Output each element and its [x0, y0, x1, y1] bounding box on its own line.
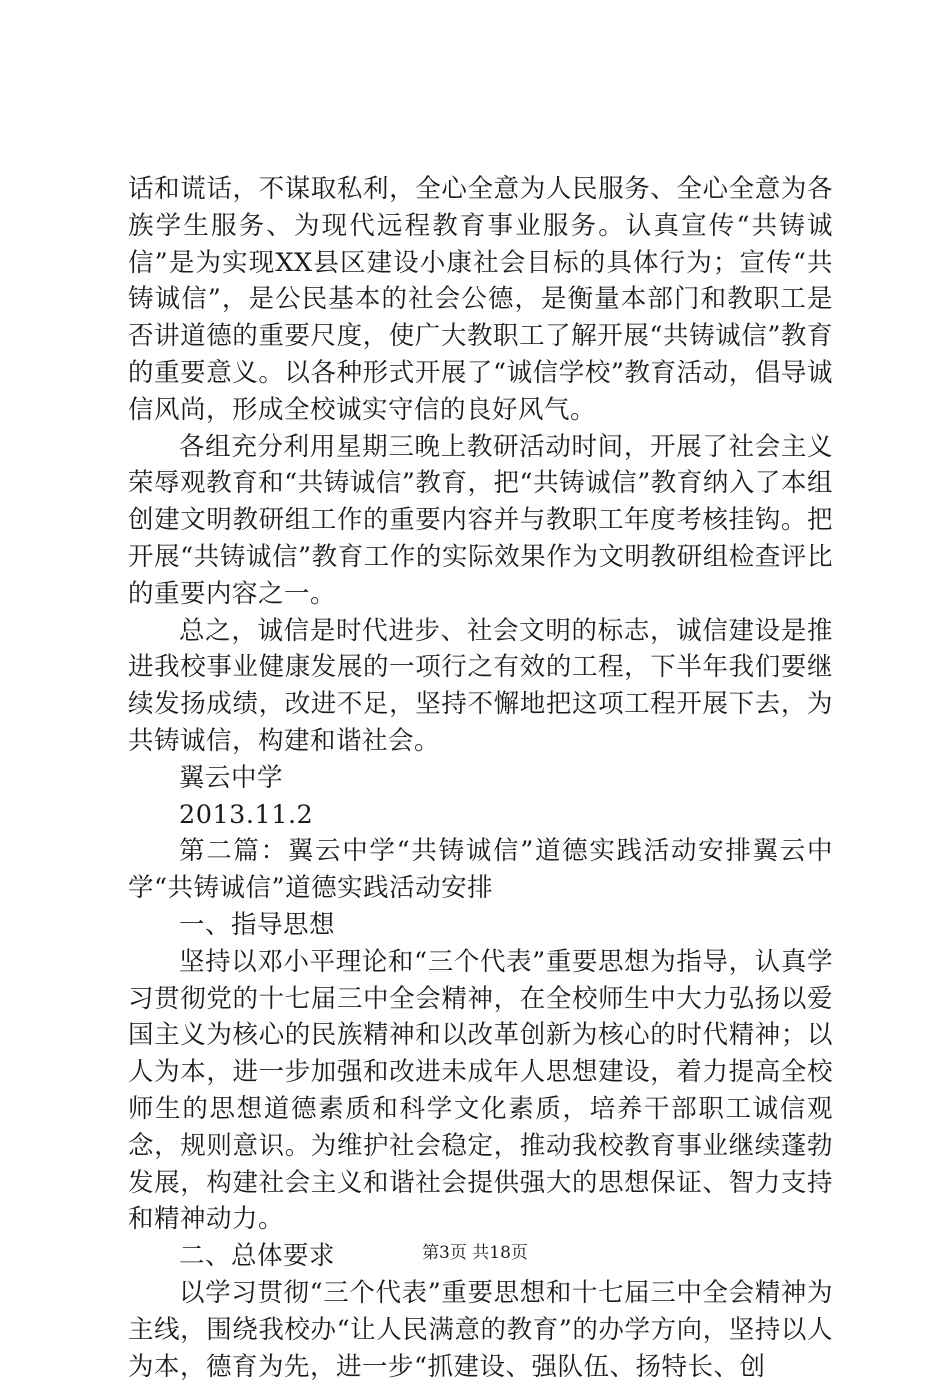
- signature-school-name: 翼云中学: [179, 762, 284, 793]
- section-title-second-article: 第二篇：翼云中学“共铸诚信”道德实践活动安排翼云中学“共铸诚信”道德实践活动安排: [128, 836, 833, 904]
- heading-guiding-thought: 一、指导思想: [179, 909, 336, 940]
- page-number-label: 第3页 共18页: [422, 1243, 528, 1263]
- signature-date: 2013.11.2: [179, 799, 314, 830]
- paragraph-group-activities: 各组充分利用星期三晚上教研活动时间，开展了社会主义荣辱观教育和“共铸诚信”教育，把“共铸诚信”教育纳入了本组创建文明教研组工作的重要内容并与教职工年度考核挂钩。把开展“共铸诚信”教育工作的实际效果作为文明教研组检查评比的重要内容之一。: [128, 431, 833, 609]
- paragraph-guiding-thought: 坚持以邓小平理论和“三个代表”重要思想为指导，认真学习贯彻党的十七届三中全会精神，在全校师生中大力弘扬以爱国主义为核心的民族精神和以改革创新为核心的时代精神；以人为本，进一步加强和改进未成年人思想建设，着力提高全校师生的思想道德素质和科学文化素质，培养干部职工诚信观念，规则意识。为维护社会稳定，推动我校教育事业继续蓬勃发展，构建社会主义和谐社会提供强大的思想保证、智力支持和精神动力。: [128, 946, 833, 1235]
- page-footer: [0, 1238, 950, 1263]
- heading-overall-requirements: 二、总体要求: [179, 1241, 336, 1272]
- paragraph-summary: 总之，诚信是时代进步、社会文明的标志，诚信建设是推进我校事业健康发展的一项行之有效的工程，下半年我们要继续发扬成绩，改进不足，坚持不懈地把这项工程开展下去，为共铸诚信，构建和谐社会。: [128, 615, 833, 756]
- document-body: [128, 171, 833, 1385]
- paragraph-overall-requirements: 以学习贯彻“三个代表”重要思想和十七届三中全会精神为主线，围绕我校办“让人民满意的教育”的办学方向，坚持以人为本，德育为先，进一步“抓建设、强队伍、扬特长、创: [128, 1277, 833, 1382]
- paragraph-continuation: 话和谎话，不谋取私利，全心全意为人民服务、全心全意为各族学生服务、为现代远程教育事业服务。认真宣传“共铸诚信”是为实现XX县区建设小康社会目标的具体行为；宣传“共铸诚信”，是公民基本的社会公德，是衡量本部门和教职工是否讲道德的重要尺度，使广大教职工了解开展“共铸诚信”教育的重要意义。以各种形式开展了“诚信学校”教育活动，倡导诚信风尚，形成全校诚实守信的良好风气。: [128, 174, 833, 425]
